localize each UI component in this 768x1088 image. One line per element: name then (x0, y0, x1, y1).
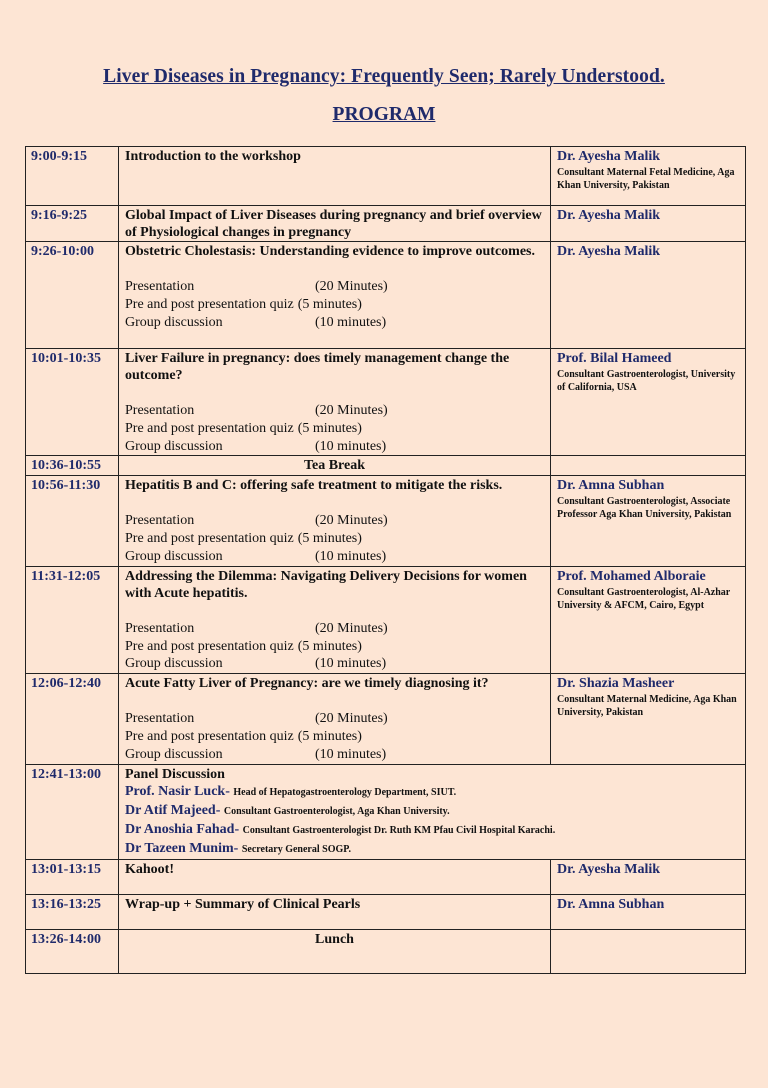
time-cell: 9:26-10:00 (26, 242, 119, 349)
speaker-name: Dr. Ayesha Malik (557, 208, 661, 223)
panel-title: Panel Discussion (125, 766, 225, 782)
quiz-duration: (5 minutes) (297, 420, 362, 436)
panelist (125, 821, 739, 840)
panelist (125, 802, 739, 821)
speaker-name: Dr. Ayesha Malik (557, 861, 661, 877)
session-breakdown (125, 402, 544, 455)
speaker-cell (551, 349, 746, 456)
speaker-affiliation: Consultant Gastroenterologist, Associate Professor Aga Khan University, Pakistan (557, 496, 732, 521)
speaker-cell (551, 674, 746, 764)
presentation-label: Presentation (125, 403, 195, 418)
table-row (26, 894, 746, 929)
table-row (26, 147, 746, 206)
quiz-label: Pre and post presentation quiz (125, 296, 294, 312)
table-row (26, 674, 746, 764)
group-duration: (10 minutes) (315, 656, 387, 672)
panelist-name: Prof. Nasir Luck- (125, 783, 230, 799)
speaker-name: Dr. Ayesha Malik (557, 244, 661, 259)
topic-cell: Introduction to the workshop (119, 147, 551, 206)
break-cell: Tea Break (119, 456, 551, 476)
group-label: Group discussion (125, 314, 223, 330)
quiz-duration: (5 minutes) (297, 638, 362, 654)
topic-cell: Global Impact of Liver Diseases during pregnancy and brief overview of Physiological changes in pregnancy (119, 206, 551, 242)
topic-title: Addressing the Dilemma: Navigating Delivery Decisions for women with Acute hepatitis. (125, 568, 527, 601)
speaker-cell (551, 206, 746, 242)
topic-cell (119, 674, 551, 764)
quiz-duration: (5 minutes) (297, 531, 362, 547)
presentation-duration: (20 Minutes) (315, 620, 388, 636)
time-cell: 10:01-10:35 (26, 349, 119, 456)
speaker-cell (551, 476, 746, 566)
time-cell: 13:16-13:25 (26, 894, 119, 929)
topic-title: Obstetric Cholestasis: Understanding evidence to improve outcomes. (125, 244, 535, 259)
presentation-label: Presentation (125, 513, 195, 529)
presentation-duration: (20 Minutes) (315, 279, 388, 294)
panel-cell (119, 764, 746, 859)
quiz-duration: (5 minutes) (297, 728, 362, 744)
group-duration: (10 minutes) (315, 548, 387, 564)
table-row (26, 476, 746, 566)
speaker-affiliation: Consultant Gastroenterologist, Al-Azhar University & AFCM, Cairo, Egypt (557, 586, 731, 611)
speaker-affiliation: Consultant Maternal Medicine, Aga Khan University, Pakistan (557, 694, 737, 719)
table-row (26, 764, 746, 859)
group-duration: (10 minutes) (315, 746, 387, 762)
quiz-label: Pre and post presentation quiz (125, 531, 294, 547)
topic-title: Liver Failure in pregnancy: does timely management change the outcome? (125, 351, 510, 383)
session-breakdown (125, 710, 544, 763)
panelist-affiliation: Consultant Gastroenterologist, Aga Khan University. (223, 805, 450, 817)
document-title: Liver Diseases in Pregnancy: Frequently Seen; Rarely Understood. (103, 66, 665, 87)
group-label: Group discussion (125, 548, 223, 564)
speaker-cell (551, 859, 746, 894)
speaker-name: Dr. Amna Subhan (557, 896, 665, 912)
program-table (25, 146, 746, 974)
speaker-cell (551, 566, 746, 673)
speaker-cell (551, 929, 746, 973)
group-duration: (10 minutes) (315, 314, 387, 330)
quiz-label: Pre and post presentation quiz (125, 638, 294, 654)
table-row (26, 859, 746, 894)
speaker-cell (551, 147, 746, 206)
topic-cell (119, 349, 551, 456)
speaker-name: Dr. Ayesha Malik (557, 149, 661, 164)
lunch-cell: Lunch (119, 929, 551, 973)
topic-cell (119, 242, 551, 349)
group-duration: (10 minutes) (315, 438, 387, 454)
time-cell: 12:41-13:00 (26, 764, 119, 859)
session-breakdown (125, 278, 544, 331)
time-cell: 9:16-9:25 (26, 206, 119, 242)
table-row (26, 242, 746, 349)
speaker-affiliation: Consultant Maternal Fetal Medicine, Aga Khan University, Pakistan (557, 167, 735, 191)
speaker-cell (551, 456, 746, 476)
topic-cell: Wrap-up + Summary of Clinical Pearls (119, 894, 551, 929)
quiz-duration: (5 minutes) (297, 296, 362, 312)
presentation-duration: (20 Minutes) (315, 711, 388, 727)
speaker-name: Prof. Bilal Hameed (557, 351, 672, 366)
presentation-label: Presentation (125, 620, 195, 636)
session-breakdown (125, 512, 544, 565)
table-row (26, 566, 746, 673)
group-label: Group discussion (125, 656, 223, 672)
panelist-name: Dr Atif Majeed- (125, 802, 221, 818)
panelist (125, 840, 739, 859)
panelist-affiliation: Consultant Gastroenterologist Dr. Ruth KM Pfau Civil Hospital Karachi. (242, 824, 556, 836)
speaker-name: Dr. Shazia Masheer (557, 676, 675, 692)
session-breakdown (125, 620, 544, 673)
topic-cell (119, 476, 551, 566)
time-cell: 10:56-11:30 (26, 476, 119, 566)
panelist-affiliation: Secretary General SOGP. (241, 843, 351, 855)
group-label: Group discussion (125, 438, 223, 454)
panelist-name: Dr Anoshia Fahad- (125, 821, 240, 837)
topic-title: Acute Fatty Liver of Pregnancy: are we timely diagnosing it? (125, 676, 489, 692)
presentation-label: Presentation (125, 279, 195, 294)
table-row (26, 456, 746, 476)
presentation-label: Presentation (125, 711, 195, 727)
speaker-name: Dr. Amna Subhan (557, 478, 665, 494)
topic-title: Hepatitis B and C: offering safe treatment to mitigate the risks. (125, 478, 503, 494)
quiz-label: Pre and post presentation quiz (125, 420, 294, 436)
quiz-label: Pre and post presentation quiz (125, 728, 294, 744)
table-row (26, 206, 746, 242)
speaker-cell (551, 242, 746, 349)
time-cell: 13:26-14:00 (26, 929, 119, 973)
panelist (125, 783, 739, 802)
panelist-name: Dr Tazeen Munim- (125, 840, 239, 856)
time-cell: 13:01-13:15 (26, 859, 119, 894)
speaker-name: Prof. Mohamed Alboraie (557, 568, 706, 584)
panelist-affiliation: Head of Hepatogastroenterology Department, SIUT. (233, 786, 457, 798)
time-cell: 11:31-12:05 (26, 566, 119, 673)
topic-cell (119, 566, 551, 673)
topic-cell: Kahoot! (119, 859, 551, 894)
time-cell: 9:00-9:15 (26, 147, 119, 206)
time-cell: 10:36-10:55 (26, 456, 119, 476)
table-row (26, 929, 746, 973)
program-heading: PROGRAM (332, 104, 436, 125)
presentation-duration: (20 Minutes) (315, 403, 388, 418)
time-cell: 12:06-12:40 (26, 674, 119, 764)
group-label: Group discussion (125, 746, 223, 762)
presentation-duration: (20 Minutes) (315, 513, 388, 529)
speaker-affiliation: Consultant Gastroenterologist, University of California, USA (557, 369, 736, 393)
table-row (26, 349, 746, 456)
speaker-cell (551, 894, 746, 929)
